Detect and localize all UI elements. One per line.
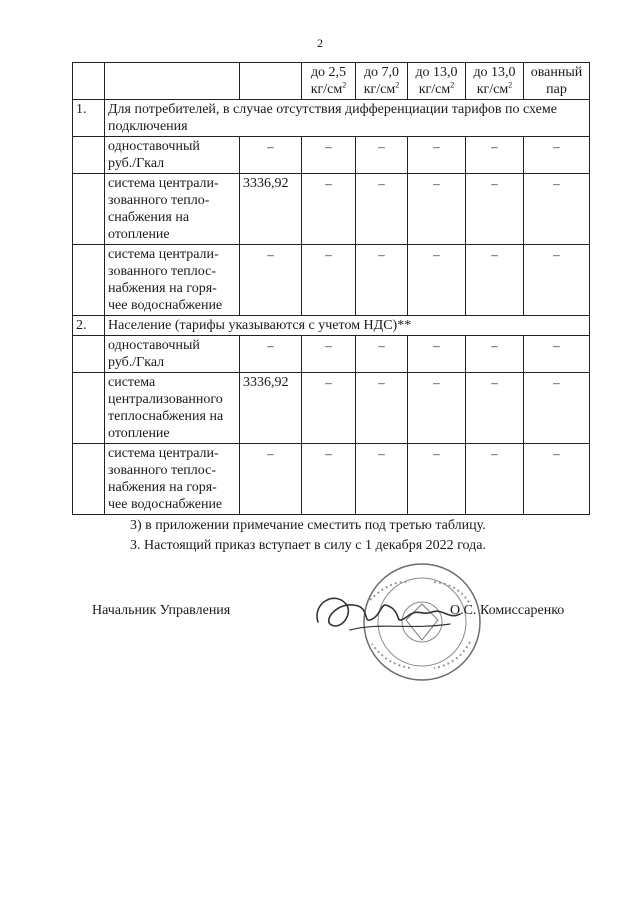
value-cell: – — [466, 137, 524, 174]
value-cell: – — [356, 174, 408, 245]
header-cell-pressure-7-0: до 7,0 $кг/см^2$ — [356, 63, 408, 100]
row-label: система централи- зованного теплос- набжения на горя- чее водоснабжение — [105, 444, 240, 515]
section-title: Для потребителей, в случае отсутствия дифференциации тарифов по схеме подключения — [105, 100, 590, 137]
header-cell-steam: ованный пар — [524, 63, 590, 100]
row-label: одноставочный руб./Гкал — [105, 137, 240, 174]
row-number-cell — [73, 373, 105, 444]
value-cell: – — [240, 245, 302, 316]
value-cell: – — [356, 336, 408, 373]
table-row — [73, 137, 590, 174]
paragraph-effective-date: 3. Настоящий приказ вступает в силу с 1 декабря 2022 года. — [130, 538, 486, 553]
tariff-table — [72, 62, 590, 515]
value-cell: – — [302, 373, 356, 444]
value-cell: – — [408, 174, 466, 245]
value-cell: – — [466, 336, 524, 373]
value-cell: – — [524, 444, 590, 515]
value-cell: – — [408, 444, 466, 515]
header-cell-pressure-13-0-a: до 13,0 $кг/см^2$ — [408, 63, 466, 100]
header-cell-empty — [105, 63, 240, 100]
table-row — [73, 444, 590, 515]
value-cell: – — [356, 444, 408, 515]
table-row — [73, 336, 590, 373]
table-row — [73, 174, 590, 245]
page-number: 2 — [317, 36, 323, 50]
official-seal-and-signature — [310, 560, 510, 690]
value-cell: – — [466, 174, 524, 245]
row-number-cell — [73, 137, 105, 174]
value-cell: – — [524, 336, 590, 373]
value-cell: – — [524, 137, 590, 174]
paragraph-note-move: 3) в приложении примечание сместить под третью таблицу. — [130, 518, 486, 533]
value-cell: – — [524, 245, 590, 316]
signer-name: О.С. Комиссаренко — [450, 603, 565, 618]
row-label: система централи- зованного теплос- набжения на горя- чее водоснабжение — [105, 245, 240, 316]
value-cell: – — [302, 245, 356, 316]
header-cell-pressure-2-5: до 2,5 $кг/см^2$ — [302, 63, 356, 100]
section-row — [73, 100, 590, 137]
value-cell: – — [466, 444, 524, 515]
value-cell: – — [356, 373, 408, 444]
row-label: одноставочный руб./Гкал — [105, 336, 240, 373]
table-row — [73, 245, 590, 316]
section-number: 2. — [73, 316, 105, 336]
row-number-cell — [73, 174, 105, 245]
tariff-value: 3336,92 — [240, 373, 302, 444]
section-row — [73, 316, 590, 336]
row-label: система централизованного теплоснабжения на отопление — [105, 373, 240, 444]
header-cell-pressure-13-0-b: до 13,0 $кг/см^2$ — [466, 63, 524, 100]
header-cell-empty — [73, 63, 105, 100]
row-number-cell — [73, 444, 105, 515]
value-cell: – — [408, 336, 466, 373]
table-row — [73, 373, 590, 444]
row-label: система централи- зованного тепло- снабжения на отопление — [105, 174, 240, 245]
value-cell: – — [466, 245, 524, 316]
value-cell: – — [408, 137, 466, 174]
value-cell: – — [356, 137, 408, 174]
section-title: Население (тарифы указываются с учетом НДС)** — [105, 316, 590, 336]
section-number: 1. — [73, 100, 105, 137]
row-number-cell — [73, 336, 105, 373]
value-cell: – — [302, 336, 356, 373]
handwritten-signature-icon — [317, 598, 460, 630]
value-cell: – — [524, 373, 590, 444]
seal-stamp-icon — [364, 564, 480, 680]
value-cell: – — [524, 174, 590, 245]
value-cell: – — [356, 245, 408, 316]
row-number-cell — [73, 245, 105, 316]
value-cell: – — [302, 174, 356, 245]
value-cell: – — [408, 245, 466, 316]
value-cell: – — [408, 373, 466, 444]
header-cell-empty — [240, 63, 302, 100]
value-cell: – — [302, 137, 356, 174]
value-cell: – — [240, 444, 302, 515]
value-cell: – — [240, 137, 302, 174]
tariff-value: 3336,92 — [240, 174, 302, 245]
value-cell: – — [240, 336, 302, 373]
value-cell: – — [466, 373, 524, 444]
value-cell: – — [302, 444, 356, 515]
signer-position: Начальник Управления — [92, 603, 231, 618]
header-row — [73, 63, 590, 100]
